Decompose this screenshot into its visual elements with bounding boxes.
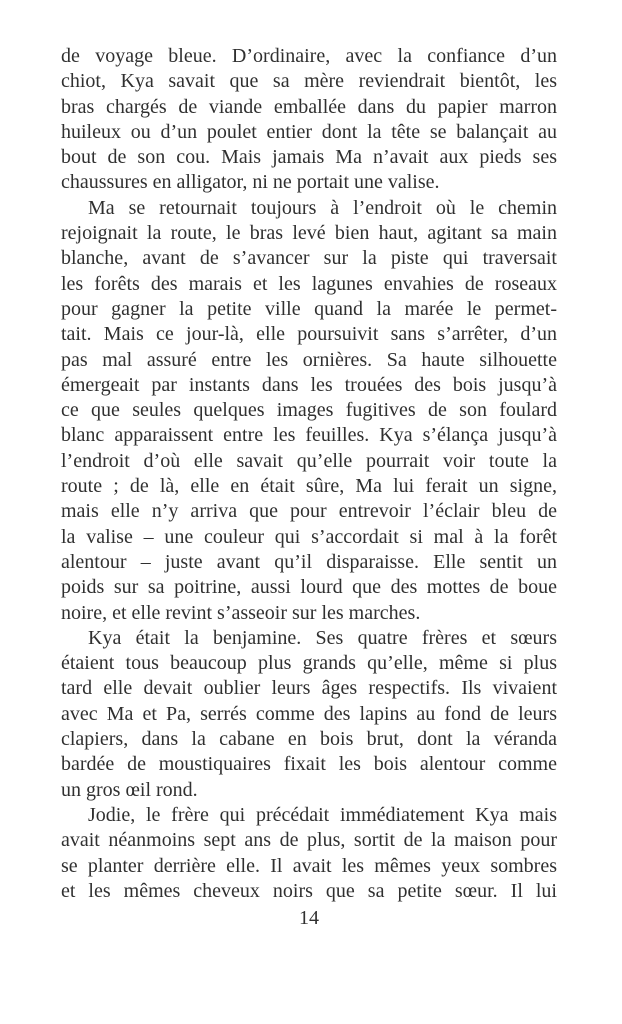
text-line: et les mêmes cheveux noirs que sa petite sœur. Il lui — [61, 879, 557, 902]
text-line: Jodie, le frère qui précédait immédiatement Kya mais — [88, 803, 557, 826]
text-line: étaient tous beaucoup plus grands qu’elle, même si plus — [61, 652, 557, 675]
text-line: bras chargés de viande emballée dans du papier marron — [61, 95, 557, 118]
text-line: tard elle devait oublier leurs âges respectifs. Ils vivaient — [61, 677, 557, 700]
text-line: les forêts des marais et les lagunes envahies de roseaux — [61, 272, 557, 295]
text-line: l’endroit d’où elle savait qu’elle pourrait voir toute la — [61, 449, 557, 472]
text-line: tait. Mais ce jour-là, elle poursuivit sans s’arrêter, d’un — [61, 323, 557, 346]
text-line: alentour – juste avant qu’il disparaisse. Elle sentit un — [61, 550, 557, 573]
text-line: rejoignait la route, le bras levé bien haut, agitant sa main — [61, 222, 557, 245]
text-line: avec Ma et Pa, serrés comme des lapins au fond de leurs — [61, 702, 557, 725]
text-line: se planter derrière elle. Il avait les mêmes yeux sombres — [61, 854, 557, 877]
text-line: noire, et elle revint s’asseoir sur les marches. — [61, 601, 421, 624]
text-line: mais elle n’y arriva que pour entrevoir l’éclair bleu de — [61, 500, 557, 523]
text-line: émergeait par instants dans les trouées des bois jusqu’à — [61, 373, 557, 396]
text-line: blanc apparaissent entre les feuilles. Kya s’élança jusqu’à — [61, 424, 557, 447]
text-line: Kya était la benjamine. Ses quatre frères et sœurs — [88, 626, 557, 649]
text-line: chaussures en alligator, ni ne portait une valise. — [61, 171, 440, 194]
text-line: bardée de moustiquaires fixait les bois alentour comme — [61, 753, 557, 776]
text-line: poids sur sa poitrine, aussi lourd que des mottes de boue — [61, 576, 557, 599]
text-line: route ; de là, elle en était sûre, Ma lui ferait un signe, — [61, 475, 557, 498]
text-line: Ma se retournait toujours à l’endroit où le chemin — [88, 196, 557, 219]
text-line: la valise – une couleur qui s’accordait si mal à la forêt — [61, 525, 557, 548]
page-text — [61, 44, 557, 904]
page-number: 14 — [299, 907, 319, 929]
text-line: un gros œil rond. — [61, 778, 198, 801]
text-line: bout de son cou. Mais jamais Ma n’avait aux pieds ses — [61, 146, 557, 169]
text-line: pour gagner la petite ville quand la marée le permet- — [61, 297, 557, 320]
text-line: avait néanmoins sept ans de plus, sortit de la maison pour — [61, 829, 557, 852]
text-line: ce que seules quelques images fugitives de son foulard — [61, 399, 557, 422]
text-line: de voyage bleue. D’ordinaire, avec la confiance d’un — [61, 45, 557, 67]
text-line: pas mal assuré entre les ornières. Sa haute silhouette — [61, 348, 557, 371]
text-line: chiot, Kya savait que sa mère reviendrait bientôt, les — [61, 70, 557, 93]
text-line: clapiers, dans la cabane en bois brut, dont la véranda — [61, 728, 557, 751]
text-line: blanche, avant de s’avancer sur la piste qui traversait — [61, 247, 557, 270]
text-line: huileux ou d’un poulet entier dont la tête se balançait au — [61, 120, 557, 143]
